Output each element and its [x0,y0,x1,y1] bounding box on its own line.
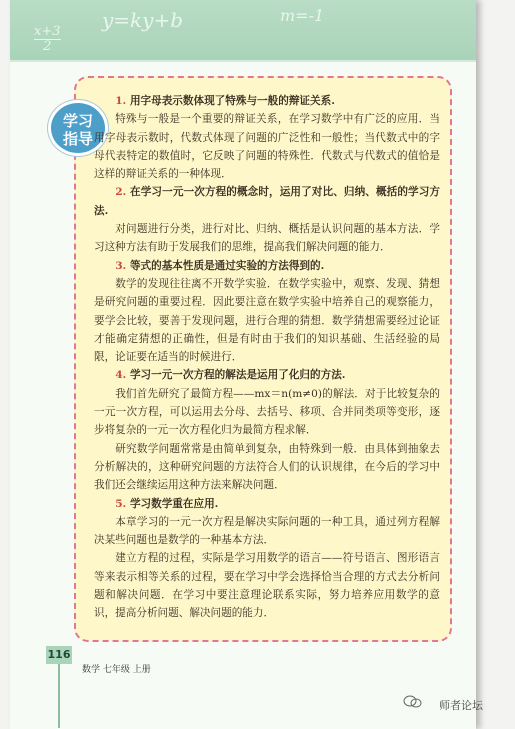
section-heading [94,366,440,384]
body-paragraph: 本章学习的一元一次方程是解决实际问题的一种工具，通过列方程解决某些问题也是数学的一种基本方法． [94,515,440,547]
section-heading-text: 用字母表示数体现了特殊与一般的辩证关系. [129,95,335,107]
textbook-page [10,0,476,729]
body-paragraph: 特殊与一般是一个重要的辩证关系，在学习数学中有广泛的应用．当用字母表示数时，代数式体现了问题的广泛性和一般性；当代数式中的字母代表特定的数值时，它反映了问题的特殊性．代数式与代数式的值恰是这样的辩证关系的一种体现． [94,113,440,181]
fraction-denominator: 2 [43,39,52,54]
study-guide-content [94,92,440,623]
header-band [10,0,476,62]
section-heading [94,257,440,275]
badge-line-1: 学习 [62,112,93,130]
section-heading [94,495,440,513]
section-number: 1. [115,95,130,107]
header-fraction [34,26,61,53]
section-number: 4. [115,369,130,382]
section-heading-text: 学习一元一次方程的解法是运用了化归的方法. [129,369,346,382]
section-number: 5. [115,497,130,510]
header-equation-2: m=-1 [280,6,325,25]
section-heading [94,92,440,110]
section-number: 3. [115,259,130,272]
section-number: 2. [115,186,131,199]
section-heading-text: 等式的基本性质是通过实验的方法得到的. [129,259,325,272]
body-paragraph: 建立方程的过程，实际是学习用数学的语言——符号语言、图形语言等来表示相等关系的过程，要在学习中学会选择恰当合理的方式去分析问题和解决问题．在学习中要注意理论联系实际，努力培养应用数学的意识，提高分析问题、解决问题的能力． [94,552,440,620]
badge-line-2: 指导 [62,130,93,148]
body-paragraph: 研究数学问题常常是由简单到复杂，由特殊到一般．由具体到抽象去分析解决的，这种研究问题的方法符合人们的认识规律，在今后的学习中我们还会继续运用这种方法来解决问题． [94,442,440,492]
section-heading-text: 在学习一元一次方程的概念时，运用了对比、归纳、概括的学习方法. [94,186,441,217]
fraction-numerator: x+3 [34,24,61,39]
header-equation-1: y=ky+b [102,8,184,32]
watermark-text: 师者论坛 [439,699,483,712]
section-heading [94,183,440,220]
page-number: 116 [46,646,72,664]
body-paragraph: 对问题进行分类，进行对比、归纳、概括是认识问题的基本方法．学习这种方法有助于发展我们的思维，提高我们解决问题的能力． [94,223,440,254]
section-heading-text: 学习数学重在应用. [129,497,219,510]
book-title: 数学 七年级 上册 [82,665,151,675]
body-paragraph: 数学的发现往往离不开数学实验．在数学实验中，观察、发现、猜想是研究问题的重要过程．因此要注意在数学实验中培养自己的观察能力，要学会比较，要善于发现问题，进行合理的猜想．数学猜想需要经过论证才能确定猜想的正确性，但是有时由于我们的知识基础、生活经验的局限，论证要在适当的时候进行． [94,277,440,364]
wechat-icon [403,695,423,709]
body-paragraph: 我们首先研究了最简方程——mx＝n(m≠0)的解法．对于比较复杂的一元一次方程，可以运用去分母、去括号、移项、合并同类项等变形，逐步将复杂的一元一次方程化归为最简方程求解． [94,387,440,437]
